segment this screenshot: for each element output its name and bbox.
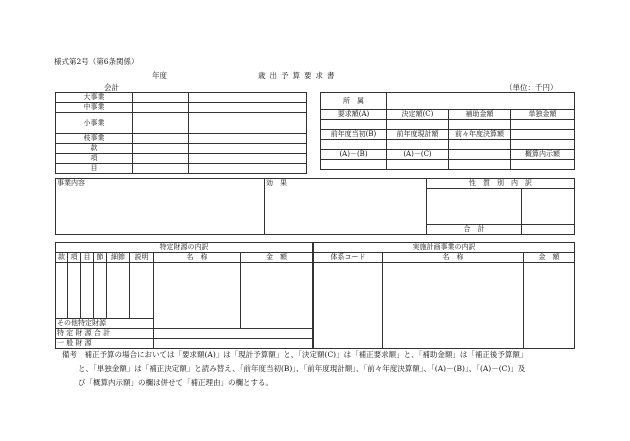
row-label: 小事業: [56, 113, 133, 134]
specific-resources-table: [55, 242, 313, 349]
specific-resources-title: 特定財源の内訳: [56, 243, 313, 253]
col-header: 目: [81, 253, 94, 263]
effect-label: 効 果: [266, 179, 287, 187]
amount-header: 前年度現計額: [387, 130, 449, 140]
col-header: 金 額: [241, 253, 313, 263]
account-label: 会計: [104, 83, 119, 92]
entry-cell[interactable]: [154, 263, 241, 329]
entry-cell[interactable]: [94, 263, 107, 319]
effect-field[interactable]: [265, 179, 427, 235]
row-label: 大事業: [56, 93, 133, 103]
col-header: 細節: [107, 253, 130, 263]
entry-cell[interactable]: [383, 263, 524, 349]
dept-label: 所 属: [321, 93, 387, 110]
implementation-plan-table: [313, 242, 575, 349]
code-cell[interactable]: [133, 103, 189, 113]
entry-cell[interactable]: [314, 263, 383, 349]
name-cell[interactable]: [189, 144, 307, 154]
amount-header: 前年度当初(B): [321, 130, 387, 140]
general-resources-value[interactable]: [154, 339, 313, 349]
row-label: 目: [56, 164, 133, 174]
amount-header: 概算内示額: [511, 150, 575, 160]
amount-cell[interactable]: [511, 140, 575, 150]
breakdown-total-label: 合 計: [427, 224, 522, 234]
entry-cell[interactable]: [56, 263, 68, 319]
note-line-3: び「概算内示額」の欄は併せて「補正理由」の欄とする。: [78, 378, 273, 387]
amount-header: 前々年度決算額: [449, 130, 511, 140]
code-cell[interactable]: [133, 93, 189, 103]
entry-cell[interactable]: [241, 263, 313, 329]
content-label: 事業内容: [57, 179, 85, 187]
name-cell[interactable]: [189, 164, 307, 174]
entry-cell[interactable]: [68, 263, 81, 319]
col-header: 金 額: [524, 253, 575, 263]
amount-cell[interactable]: [387, 160, 449, 170]
code-cell[interactable]: [133, 113, 189, 134]
code-cell[interactable]: [133, 164, 189, 174]
implementation-plan-title: 実施計画事業の内訳: [314, 243, 575, 253]
entry-cell[interactable]: [107, 263, 130, 319]
code-cell[interactable]: [133, 154, 189, 164]
row-label: 款: [56, 144, 133, 154]
amount-header: [511, 130, 575, 140]
amount-header: 決定額(C): [387, 110, 449, 120]
note-line-1: 備考 補正予算の場合においては「要求額(A)」は「現計予算額」と、「決定額(C)」は「補正要求額」と、「補助金額」は「補正後予算額」: [62, 350, 528, 359]
name-cell[interactable]: [189, 154, 307, 164]
entry-cell[interactable]: [130, 263, 154, 319]
col-header: 説明: [130, 253, 154, 263]
name-cell[interactable]: [189, 113, 307, 134]
form-id: 様式第2号（第6条関係）: [54, 57, 139, 66]
amount-cell[interactable]: [387, 140, 449, 150]
col-header: 節: [94, 253, 107, 263]
col-header: 項: [68, 253, 81, 263]
breakdown-header: 性 質 別 内 訳: [427, 179, 575, 189]
row-label: 枝事業: [56, 134, 133, 144]
amount-header: 単独金額: [511, 110, 575, 120]
row-label: 中事業: [56, 103, 133, 113]
breakdown-cell[interactable]: [522, 189, 575, 225]
col-header: 体系コード: [314, 253, 383, 263]
general-resources-label: 一 般 財 源: [56, 339, 154, 349]
amount-cell[interactable]: [321, 120, 387, 130]
amount-header: (A)－(C): [387, 150, 449, 160]
content-table: [55, 178, 575, 235]
col-header: 款: [56, 253, 68, 263]
specific-total-label: 特 定 財 源 合 計: [56, 329, 154, 339]
amount-header: [449, 150, 511, 160]
dept-value[interactable]: [387, 93, 575, 110]
amount-cell[interactable]: [387, 120, 449, 130]
breakdown-total[interactable]: [522, 224, 575, 234]
amount-cell[interactable]: [511, 120, 575, 130]
specific-total-value[interactable]: [154, 329, 313, 339]
other-resources-label: その他特定財源: [56, 319, 154, 329]
unit-label: （単位：千円）: [505, 83, 558, 92]
amount-header: 要求額(A): [321, 110, 387, 120]
note-line-2: と、「単独金額」は「補正決定額」と読み替え、「前年度当初(B)」、「前年度現計額」、「前々年度決算額」、「(A)－(B)」、「(A)－(C)」及: [78, 364, 526, 373]
amount-table: [320, 92, 575, 170]
entry-cell[interactable]: [81, 263, 94, 319]
amount-header: (A)－(B): [321, 150, 387, 160]
entry-cell[interactable]: [524, 263, 575, 349]
year-label: 年度: [152, 71, 167, 80]
breakdown-cell[interactable]: [427, 189, 522, 225]
page-title: 歳出予算要求書: [258, 71, 339, 80]
amount-cell[interactable]: [321, 160, 387, 170]
amount-cell[interactable]: [449, 120, 511, 130]
name-cell[interactable]: [189, 93, 307, 103]
amount-cell[interactable]: [449, 160, 511, 170]
amount-header: 補助金額: [449, 110, 511, 120]
row-label: 項: [56, 154, 133, 164]
name-cell[interactable]: [189, 134, 307, 144]
content-field[interactable]: [56, 179, 265, 235]
amount-cell[interactable]: [449, 140, 511, 150]
classification-table: [55, 92, 307, 174]
name-cell[interactable]: [189, 103, 307, 113]
code-cell[interactable]: [133, 134, 189, 144]
code-cell[interactable]: [133, 144, 189, 154]
amount-cell[interactable]: [321, 140, 387, 150]
col-header: 名 称: [154, 253, 241, 263]
amount-cell[interactable]: [511, 160, 575, 170]
col-header: 名 称: [383, 253, 524, 263]
